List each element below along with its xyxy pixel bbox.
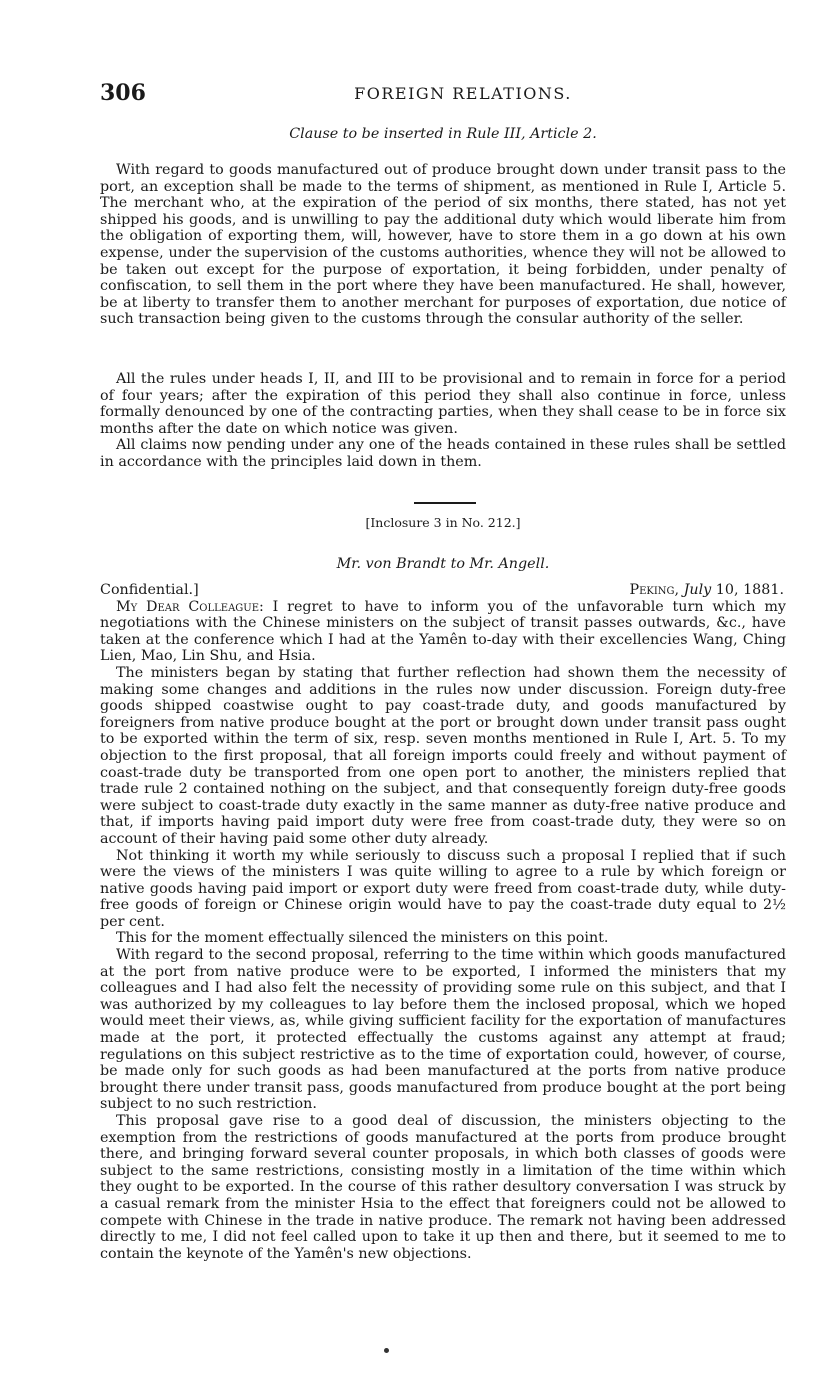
- provisional-rules: [100, 371, 786, 471]
- page-number: 306: [100, 80, 146, 106]
- claims-paragraph: All claims now pending under any one of the heads contained in these rules shall be settled in accordance with the principles laid down in them.: [100, 437, 786, 470]
- letter-paragraph: Not thinking it worth my while seriously to discuss such a proposal I replied that if such were the views of the ministers I was quite willing to agree to a rule by which foreign or native goods having paid import or export duty were freed from coast-trade duty, while duty-free goods of foreign or Chinese origin would have to pay the coast-trade duty equal to 2½ per cent.: [100, 847, 786, 930]
- clause-paragraph: With regard to goods manufactured out of produce brought down under transit pass to the port, an exception shall be made to the terms of shipment, as mentioned in Rule I, Article 5. The merchant who, at the expiration of the period of six months, there stated, has not yet shipped his goods, and is unwilling to pay the additional duty which would liberate him from the obligation of exporting them, will, however, have to store them in a go down at his own expense, under the supervision of the customs authorities, whence they will not be allowed to be taken out except for the purpose of exportation, it being forbidden, under penalty of confiscation, to sell them in the port where they have been manufactured. He shall, however, be at liberty to transfer them to another merchant for purposes of exportation, due notice of such transaction being given to the customs through the consular authority of the seller.: [100, 162, 786, 328]
- letter-paragraph: [100, 599, 786, 665]
- date-month: July: [683, 582, 712, 598]
- letter-paragraph: The ministers began by stating that further reflection had shown them the necessity of making some changes and additions in the rules now under discussion. Foreign duty-free goods shipped coastwise ought to pay coast-trade duty, and goods manufactured by foreigners from native produce bought at the port or brought down under transit pass ought to be exported within the term of six, resp. seven months mentioned in Rule I, Art. 5. To my objection to the first proposal, that all foreign imports could freely and without payment of coast-trade duty be transported from one open port to another, the ministers replied that trade rule 2 contained nothing on the subject, and that consequently foreign duty-free goods were subject to coast-trade duty exactly in the same manner as duty-free native produce and that, if imports having paid import duty were free from coast-trade duty, they were so on account of their having paid some other duty already.: [100, 664, 786, 847]
- inclosure-heading: [100, 515, 786, 532]
- clause-section: [100, 126, 786, 143]
- running-title: FOREIGN RELATIONS.: [354, 84, 572, 103]
- letter-title-block: [100, 556, 786, 573]
- clause-caption: Clause to be inserted in Rule III, Article 2.: [289, 126, 597, 142]
- footer-mark: [384, 1348, 389, 1353]
- page-header: [100, 80, 786, 110]
- letter-paragraph: This proposal gave rise to a good deal of discussion, the ministers objecting to the exemption from the restrictions of goods manufactured at the ports from produce brought there, and bringing forward several counter proposals, in which both classes of goods were subject to the same restrictions, consisting mostly in a limitation of the time within which they ought to be exported. In the course of this rather desultory conversation I was struck by a casual remark from the minister Hsia to the effect that foreigners could not be allowed to compete with Chinese in the trade in native produce. The remark not having been addressed directly to me, I did not feel called upon to take it up then and there, but it seemed to me to contain the keynote of the Yamên's new objections.: [100, 1113, 786, 1262]
- salutation: My Dear Colleague:: [116, 598, 264, 615]
- letter-opening: I regret to have to inform you of the unfavorable turn which my negotiations with the Chinese ministers on the subject of transit passes outwards, &c., have taken at the conference which I had at the Yamên to-day with their excellencies Wang, Ching Lien, Mao, Lin Shu, and Hsia.: [100, 598, 786, 665]
- letter: [100, 582, 786, 1262]
- place: Peking,: [629, 582, 680, 598]
- provisional-paragraph: All the rules under heads I, II, and III to be provisional and to remain in force for a period of four years; after the expiration of this period they shall also continue in force, unless formally denounced by one of the contracting parties, when they shall cease to be in force six months after the date on which notice was given.: [100, 371, 786, 437]
- inclosure-label: [Inclosure 3 in No. 212.]: [365, 515, 521, 530]
- letter-title: Mr. von Brandt to Mr. Angell.: [336, 556, 550, 572]
- letter-paragraph: This for the moment effectually silenced the ministers on this point.: [116, 930, 609, 947]
- confidential-label: Confidential.]: [100, 582, 199, 598]
- letter-paragraph: With regard to the second proposal, referring to the time within which goods manufactured at the port from native produce were to be exported, I informed the ministers that my colleagues and I had also felt the necessity of providing some rule on this subject, and that I was authorized by my colleagues to lay before them the inclosed proposal, which we hoped would meet their views, as, while giving sufficient facility for the exportation of manufactures made at the port, it protected effectually the customs against any attempt at fraud; regulations on this subject restrictive as to the time of exportation could, however, of course, be made only for such goods as had been manufactured at the ports from native produce brought there under transit pass, goods manufactured from produce bought at the port being subject to no such restriction.: [100, 947, 786, 1113]
- place-date: [629, 582, 786, 599]
- date-rest: 10, 1881.: [715, 582, 784, 598]
- section-divider: [414, 502, 476, 504]
- dateline: [100, 582, 786, 599]
- clause-body: [100, 162, 786, 328]
